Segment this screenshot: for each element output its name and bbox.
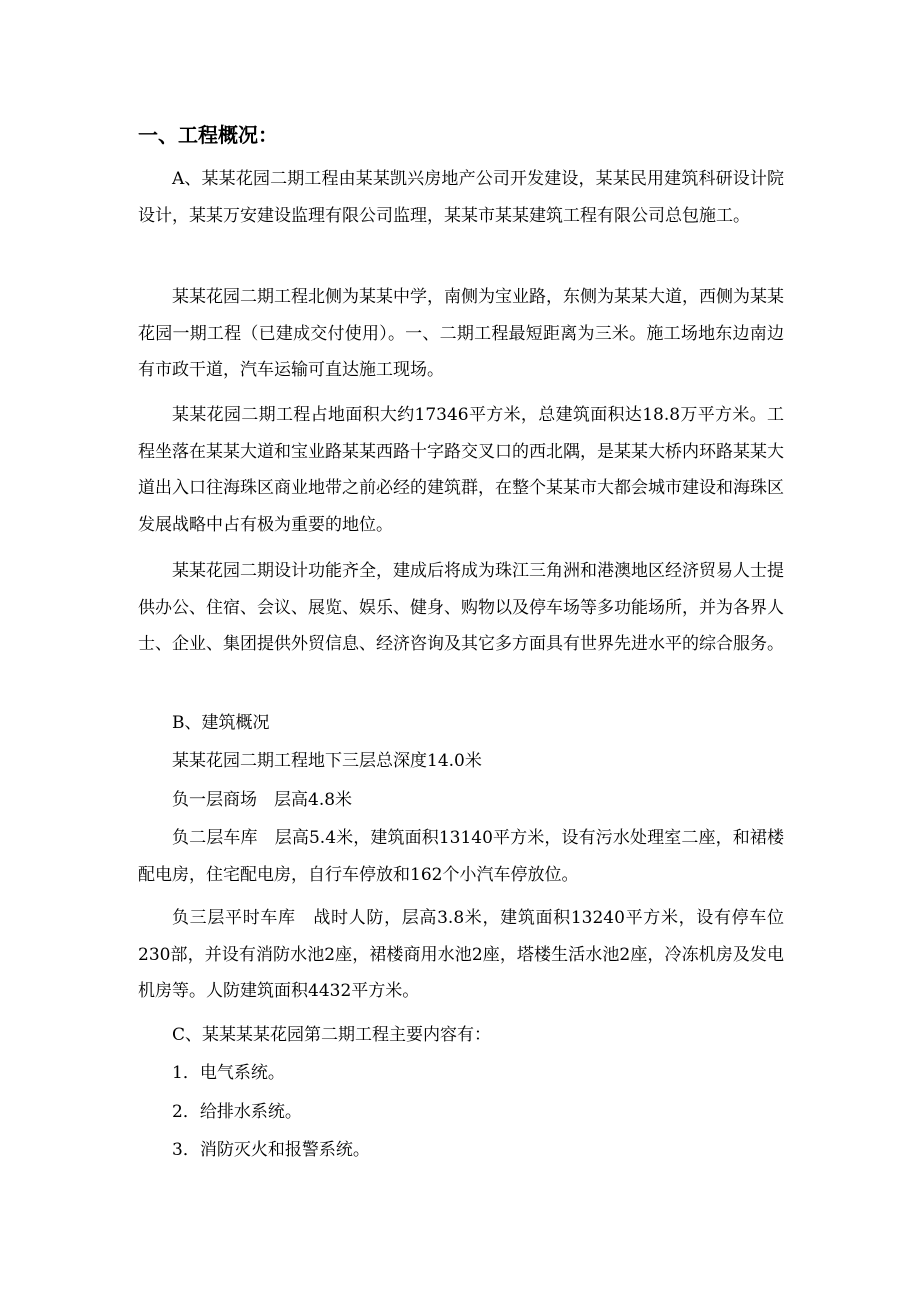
paragraph-b2-garage: 负二层车库 层高5.4米，建筑面积13140平方米，设有污水处理室二座，和裙楼配电房，住宅配电房，自行车停放和162个小汽车停放位。 [138, 828, 784, 885]
paragraph-site-location: 某某花园二期工程北侧为某某中学，南侧为宝业路，东侧为某某大道，西侧为某某花园一期工程（已建成交付使用）。一、二期工程最短距离为三米。施工场地东边南边有市政干道，汽车运输可直达施工现场。 [138, 287, 784, 380]
line-basement-depth: 某某花园二期工程地下三层总深度14.0米 [172, 751, 482, 771]
paragraph-site-area: 某某花园二期工程占地面积大约17346平方米，总建筑面积达18.8万平方米。工程坐落在某某大道和宝业路某某西路十字路交叉口的西北隅，是某某大桥内环路某某大道出入口往海珠区商业地带之前必经的建筑群，在整个某某市大都会城市建设和海珠区发展战略中占有极为重要的地位。 [138, 405, 784, 535]
list-item-electrical: 1．电气系统。 [172, 1063, 285, 1083]
list-item-fire-protection: 3．消防灭火和报警系统。 [172, 1140, 370, 1160]
paragraph-functions: 某某花园二期设计功能齐全，建成后将成为珠江三角洲和港澳地区经济贸易人士提供办公、住宿、会议、展览、娱乐、健身、购物以及停车场等多功能场所，并为各界人士、企业、集团提供外贸信息、经济咨询及其它多方面具有世界先进水平的综合服务。 [138, 561, 784, 654]
paragraph-b3-garage: 负三层平时车库 战时人防，层高3.8米，建筑面积13240平方米，设有停车位230部，并设有消防水池2座，裙楼商用水池2座，塔楼生活水池2座，冷冻机房及发电机房等。人防建筑面积4432平方米。 [138, 908, 784, 1001]
subheading-building-overview: B、建筑概况 [172, 713, 270, 733]
section-heading: 一、工程概况： [138, 123, 278, 147]
paragraph-project-parties: A、某某花园二期工程由某某凯兴房地产公司开发建设，某某民用建筑科研设计院设计，某某万安建设监理有限公司监理，某某市某某建筑工程有限公司总包施工。 [138, 169, 784, 226]
subheading-main-contents: C、某某某某花园第二期工程主要内容有： [172, 1025, 492, 1045]
line-b1-mall: 负一层商场 层高4.8米 [172, 790, 353, 810]
list-item-plumbing: 2．给排水系统。 [172, 1102, 302, 1122]
